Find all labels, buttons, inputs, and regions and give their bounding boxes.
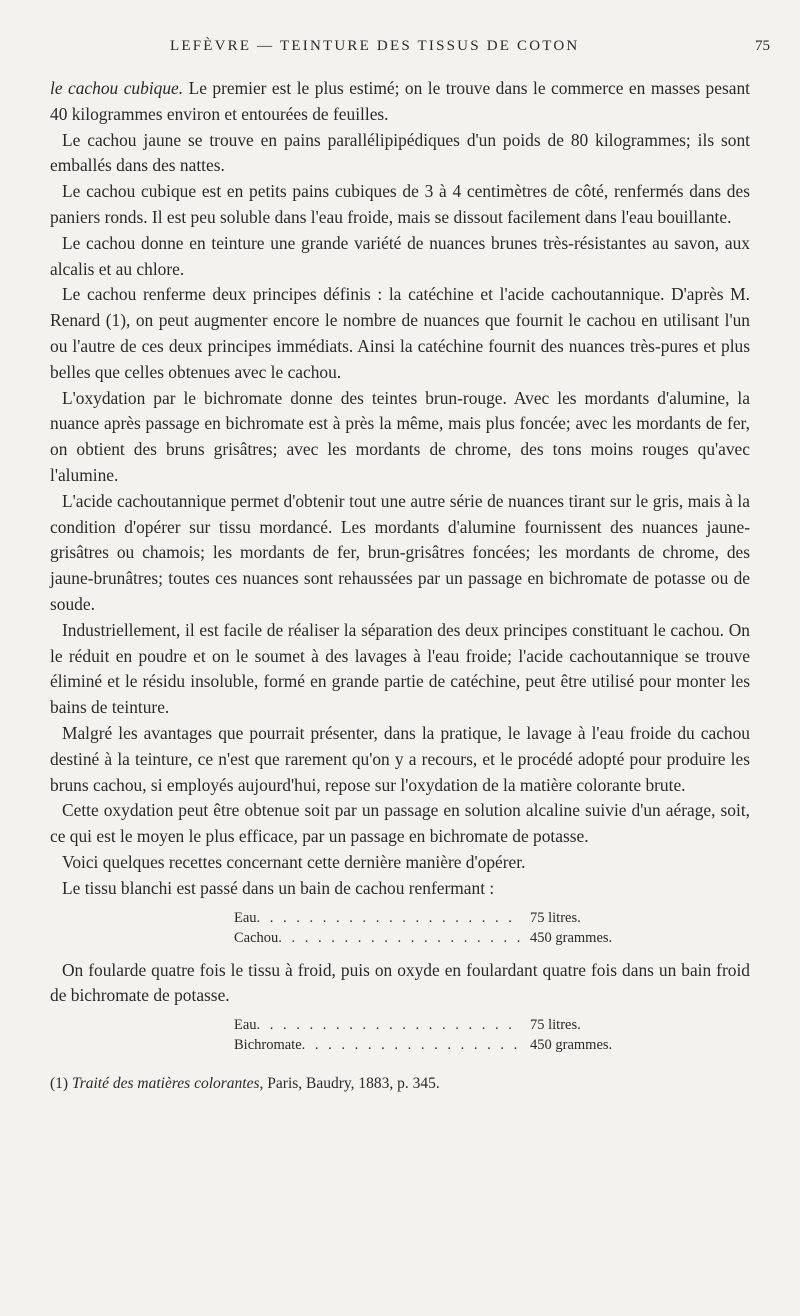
paragraph: Cette oxydation peut être obtenue soit par un passage en solution alcaline suivie d'un aérage, soit, ce qui est le moyen le plus efficace, par un passage en bichromate de potasse. [50, 800, 750, 847]
page-number: 75 [755, 38, 770, 54]
recipe-row [234, 928, 624, 948]
page-header [170, 38, 770, 60]
leader-dots [257, 908, 522, 928]
recipe-row [234, 1015, 624, 1035]
footnote [50, 1073, 750, 1095]
ingredient-name: Eau [234, 909, 257, 926]
recipe-row [234, 1035, 624, 1055]
running-title: LEFÈVRE — TEINTURE DES TISSUS DE COTON [170, 38, 580, 54]
ingredient-name: Bichromate [234, 1037, 302, 1054]
paragraph: Le cachou donne en teinture une grande variété de nuances brunes très-résistantes au savon, aux alcalis et au chlore. [50, 232, 750, 279]
footnote-marker: (1) [50, 1075, 69, 1093]
footnote-title: Traité des matières colorantes [71, 1075, 260, 1093]
ingredient-quantity: 450 grammes. [530, 929, 613, 946]
leader-dots [257, 1015, 522, 1035]
recipe-table-1 [234, 908, 624, 948]
paragraph: Le cachou renferme deux principes définis : la catéchine et l'acide cachoutannique. D'après M. Renard (1), on peut augmenter encore le nombre de nuances que fournit le cachou en utilisant l'un ou l'autre de ces deux principes immédiats. Ainsi la catéchine fournit des nuances très-pures et plus belles que celles obtenues avec le cachou. [50, 284, 750, 382]
leader-dots [278, 928, 522, 948]
paragraph: Le cachou jaune se trouve en pains parallélipipédiques d'un poids de 80 kilogrammes; ils sont emballés dans des nattes. [50, 129, 750, 176]
footnote-citation: , Paris, Baudry, 1883, p. 345. [259, 1075, 440, 1093]
paragraph: le cachou cubique. Le premier est le plus estimé; on le trouve dans le commerce en masses pesant 40 kilogrammes environ et entourées de feuilles. [50, 78, 750, 124]
ingredient-quantity: 75 litres. [530, 909, 581, 926]
ingredient-quantity: 75 litres. [530, 1017, 581, 1034]
paragraph: Le tissu blanchi est passé dans un bain de cachou renfermant : [62, 877, 495, 898]
ingredient-quantity: 450 grammes. [530, 1037, 613, 1054]
recipe-table-2 [234, 1015, 624, 1055]
ingredient-name: Cachou [234, 929, 279, 946]
paragraph: Le cachou cubique est en petits pains cubiques de 3 à 4 centimètres de côté, renfermés dans des paniers ronds. Il est peu soluble dans l'eau froide, mais se dissout facilement dans l'eau bouillante. [50, 181, 750, 227]
paragraph: L'acide cachoutannique permet d'obtenir tout une autre série de nuances tirant sur le gris, mais à la condition d'opérer sur tissu mordancé. Les mordants d'alumine fournissent des nuances jaune-grisâtres ou chamois; les mordants de fer, brun-grisâtres foncées; les mordants de chrome, des jaune-brunâtres; toutes ces nuances sont rehaussées par un passage en bichromate de potasse ou de soude. [50, 490, 750, 614]
paragraph: On foularde quatre fois le tissu à froid, puis on oxyde en foulardant quatre fois dans un bain froid de bichromate de potasse. [50, 959, 750, 1006]
recipe-row [234, 908, 624, 928]
ingredient-name: Eau [234, 1017, 257, 1034]
paragraph: Industriellement, il est facile de réaliser la séparation des deux principes constituant le cachou. On le réduit en poudre et on le soumet à des lavages à l'eau froide; l'acide cachoutannique se trouve éliminé et le résidu insoluble, formé en grande partie de catéchine, peut être utilisé pour monter les bains de teinture. [50, 619, 750, 718]
italic-lead: le cachou cubique. [50, 78, 184, 98]
paragraph: Malgré les avantages que pourrait présenter, dans la pratique, le lavage à l'eau froide du cachou destiné à la teinture, ce n'est que rarement qu'on y a recours, et le procédé adopté pour produire les bruns cachou, si employés aujourd'hui, repose sur l'oxydation de la matière colorante brute. [50, 722, 750, 795]
paragraph: L'oxydation par le bichromate donne des teintes brun-rouge. Avec les mordants d'alumine, la nuance après passage en bichromate est à près la même, mais plus foncée; avec les mordants de fer, on obtient des bruns grisâtres; avec les mordants de chrome, des tons moins rouges qu'avec l'alumine. [50, 387, 750, 485]
paragraph: Voici quelques recettes concernant cette dernière manière d'opérer. [62, 851, 526, 872]
body-text [50, 76, 750, 1095]
leader-dots [302, 1035, 522, 1055]
